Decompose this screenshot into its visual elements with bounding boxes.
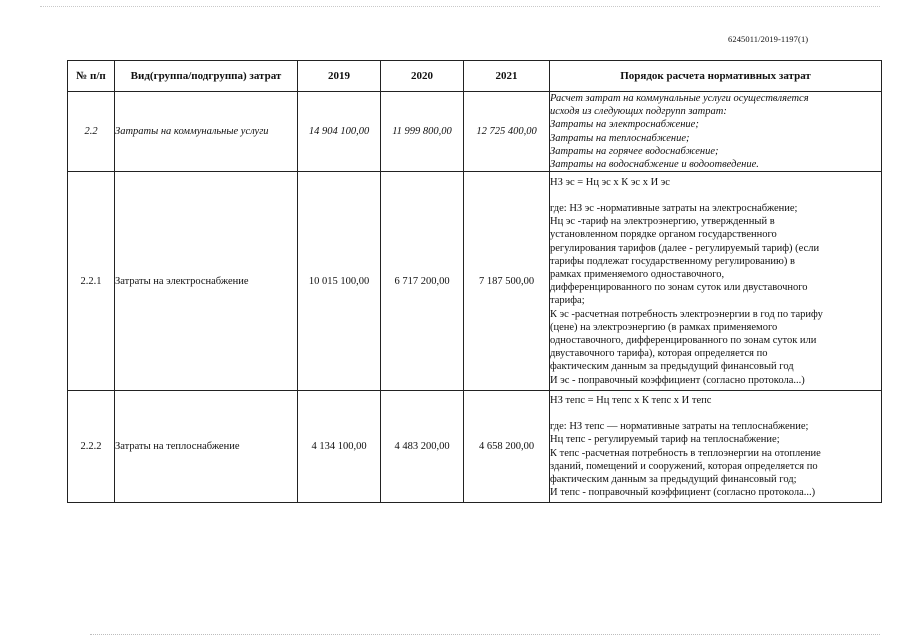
row-cost-type: Затраты на теплоснабжение: [115, 391, 298, 503]
calc-line: И эс - поправочный коэффициент (согласно протокола...): [550, 374, 805, 386]
calc-line: Затраты на горячее водоснабжение;: [550, 145, 719, 157]
row-value-2021: 7 187 500,00: [464, 172, 550, 391]
header-num: № п/п: [68, 61, 115, 92]
calc-line: установленном порядке органом государственного: [550, 229, 777, 241]
header-type: Вид(группа/подгруппа) затрат: [115, 61, 298, 92]
row-cost-type: Затраты на коммунальные услуги: [115, 92, 298, 172]
row-value-2019: 10 015 100,00: [298, 172, 381, 391]
table-row: [68, 92, 882, 172]
row-number: 2.2: [68, 92, 115, 172]
row-calculation: [550, 92, 882, 172]
scan-artifact-bottom: [90, 634, 880, 636]
header-method: Порядок расчета нормативных затрат: [550, 61, 882, 92]
calc-line: фактическим данным за предыдущий финансовый год: [550, 361, 794, 373]
calc-line: И тепс - поправочный коэффициент (согласно протокола...): [550, 487, 816, 499]
calc-line: К эс -расчетная потребность электроэнергии в год по тарифу: [550, 308, 823, 320]
calc-line: исходя из следующих подгрупп затрат:: [550, 106, 727, 118]
calc-line: тарифа;: [550, 295, 585, 307]
table-row: [68, 172, 882, 391]
row-value-2020: 11 999 800,00: [381, 92, 464, 172]
row-number: 2.2.2: [68, 391, 115, 503]
scan-artifact-top: [40, 6, 880, 8]
header-2019: 2019: [298, 61, 381, 92]
row-value-2021: 4 658 200,00: [464, 391, 550, 503]
calc-line: рамках применяемого одноставочного,: [550, 268, 725, 280]
calc-line: двуставочного тарифа), которая определяется по: [550, 348, 768, 360]
calc-line: где: НЗ эс -нормативные затраты на электроснабжение;: [550, 202, 798, 214]
calc-line: регулирования тарифов (далее - регулируемый тариф) (если: [550, 242, 820, 254]
calc-line: Затраты на теплоснабжение;: [550, 132, 690, 144]
header-2020: 2020: [381, 61, 464, 92]
calc-formula: НЗ эс = Нц эс х К эс х И эс: [550, 176, 670, 188]
row-value-2021: 12 725 400,00: [464, 92, 550, 172]
calc-line: К тепс -расчетная потребность в теплоэнергии на отопление: [550, 447, 821, 459]
calc-line: одноставочного, дифференцированного по зонам суток или: [550, 334, 817, 346]
row-calculation: [550, 172, 882, 391]
row-calculation: [550, 391, 882, 503]
table-row: [68, 391, 882, 503]
row-cost-type: Затраты на электроснабжение: [115, 172, 298, 391]
calc-line: Нц тепс - регулируемый тариф на теплоснабжение;: [550, 434, 780, 446]
row-number: 2.2.1: [68, 172, 115, 391]
calc-line: Нц эс -тариф на электроэнергию, утвержденный в: [550, 216, 775, 228]
row-value-2019: 14 904 100,00: [298, 92, 381, 172]
calc-line: где: НЗ тепс — нормативные затраты на теплоснабжение;: [550, 421, 809, 433]
calc-line: тарифы подлежат государственному регулированию) в: [550, 255, 795, 267]
row-value-2019: 4 134 100,00: [298, 391, 381, 503]
calc-line: (цене) на электроэнергию (в рамках применяемого: [550, 321, 778, 333]
header-2021: 2021: [464, 61, 550, 92]
row-value-2020: 4 483 200,00: [381, 391, 464, 503]
calc-line: Затраты на электроснабжение;: [550, 119, 699, 131]
costs-table: [67, 60, 882, 503]
calc-line: зданий, помещений и сооружений, которая определяется по: [550, 460, 818, 472]
row-value-2020: 6 717 200,00: [381, 172, 464, 391]
document-id: 6245011/2019-1197(1): [728, 34, 809, 44]
table-header-row: [68, 61, 882, 92]
calc-line: дифференцированного по зонам суток или двуставочного: [550, 282, 808, 294]
calc-formula: НЗ тепс = Нц тепс х К тепс х И тепс: [550, 395, 712, 406]
calc-line: Затраты на водоснабжение и водоотведение.: [550, 159, 759, 171]
calc-line: фактическим данным за предыдущий финансовый год;: [550, 474, 797, 486]
calc-line: Расчет затрат на коммунальные услуги осуществляется: [550, 93, 809, 104]
